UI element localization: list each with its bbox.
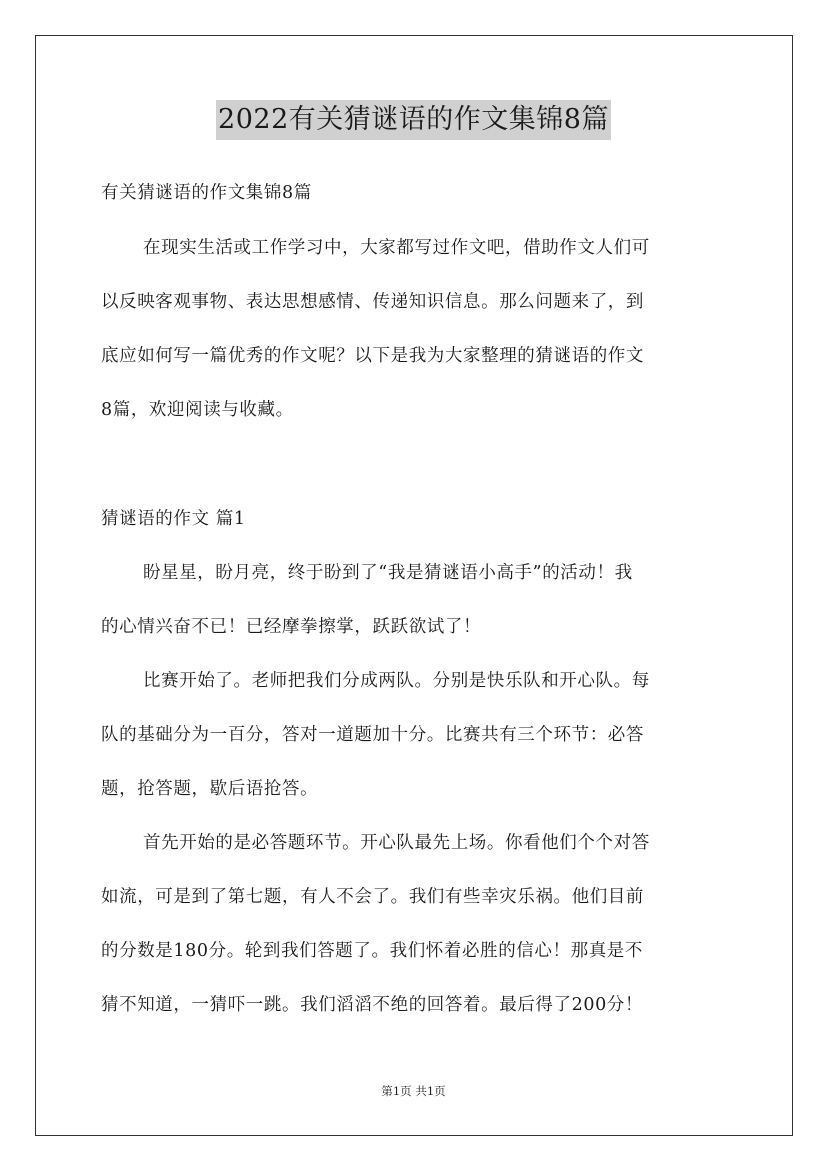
title-container [0, 100, 827, 140]
paragraph-line: 盼星星，盼月亮，终于盼到了“我是猜谜语小高手”的活动！我 [143, 563, 633, 583]
intro-line: 在现实生活或工作学习中，大家都写过作文吧，借助作文人们可 [143, 238, 650, 258]
intro-line: 以反映客观事物、表达思想感情、传递知识信息。那么问题来了，到 [101, 292, 644, 312]
paragraph-line: 的心情兴奋不已！已经摩拳擦掌，跃跃欲试了！ [101, 617, 482, 637]
section-heading: 猜谜语的作文 篇1 [101, 509, 246, 529]
paragraph-line: 的分数是180分。轮到我们答题了。我们怀着必胜的信心！那真是不 [101, 941, 643, 961]
document-title: 2022有关猜谜语的作文集锦8篇 [216, 100, 611, 140]
document-subtitle: 有关猜谜语的作文集锦8篇 [101, 183, 312, 203]
paragraph-line: 首先开始的是必答题环节。开心队最先上场。你看他们个个对答 [143, 833, 650, 853]
intro-line: 8篇，欢迎阅读与收藏。 [101, 400, 294, 420]
paragraph-line: 猜不知道，一猜吓一跳。我们滔滔不绝的回答着。最后得了200分！ [101, 995, 643, 1015]
intro-line: 底应如何写一篇优秀的作文呢？以下是我为大家整理的猜谜语的作文 [101, 346, 644, 366]
paragraph-line: 队的基础分为一百分，答对一道题加十分。比赛共有三个环节：必答 [101, 725, 644, 745]
paragraph-line: 如流，可是到了第七题，有人不会了。我们有些幸灾乐祸。他们目前 [101, 887, 644, 907]
paragraph-line: 比赛开始了。老师把我们分成两队。分别是快乐队和开心队。每 [143, 671, 650, 691]
page-footer: 第1页 共1页 [381, 1084, 446, 1098]
paragraph-line: 题，抢答题，歇后语抢答。 [101, 779, 319, 799]
